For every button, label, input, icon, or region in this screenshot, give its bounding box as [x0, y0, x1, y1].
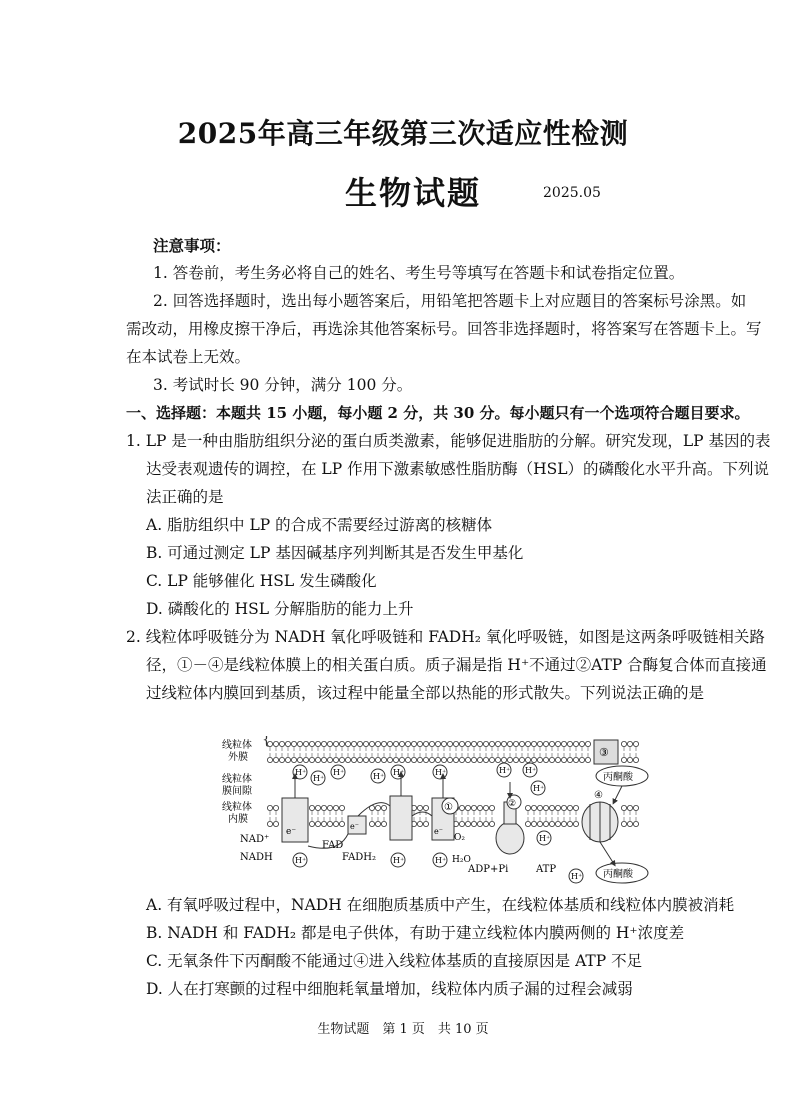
electron-label: e⁻ [286, 827, 297, 837]
question-stem: 过线粒体内膜回到基质，该过程中能量全部以热能的形式散失。下列说法正确的是 [146, 684, 705, 702]
nad-label: NAD⁺ [240, 834, 270, 845]
adp-label: ADP+Pi [468, 864, 509, 875]
proton-marker [391, 765, 405, 779]
option-a: A. 有氧呼吸过程中，NADH 在细胞质基质中产生，在线粒体基质和线粒体内膜被消耗 [146, 896, 735, 914]
svg-text:H⁺: H⁺ [435, 856, 447, 865]
proton-marker [531, 781, 545, 795]
option-c: C. 无氧条件下丙酮酸不能通过④进入线粒体基质的直接原因是 ATP 不足 [146, 952, 643, 970]
outer-membrane-label: 线粒体 [222, 740, 252, 751]
option-b: B. NADH 和 FADH₂ 都是电子供体，有助于建立线粒体内膜两侧的 H⁺浓度差 [146, 924, 685, 942]
proton-marker [391, 853, 405, 867]
pyruvate-label: 丙酮酸 [603, 869, 633, 880]
notice-item: 需改动，用橡皮擦干净后，再选涂其他答案标号。回答非选择题时，将答案写在答题卡上。写 [126, 320, 762, 338]
protein-2-label: ② [508, 799, 517, 809]
svg-text:H⁺: H⁺ [499, 766, 511, 775]
notice-item: 1. 答卷前，考生务必将自己的姓名、考生号等填写在答题卡和试卷指定位置。 [153, 264, 685, 282]
option-d: D. 磷酸化的 HSL 分解脂肪的能力上升 [146, 600, 414, 618]
intermembrane-label: 膜间隙 [222, 786, 252, 797]
nadh-label: NADH [240, 852, 273, 863]
notice-item: 在本试卷上无效。 [126, 348, 251, 366]
o2-label: O₂ [454, 833, 465, 843]
question-stem: 1. LP 是一种由脂肪组织分泌的蛋白质类激素，能够促进脂肪的分解。研究发现，LP 基因的表 [126, 432, 771, 450]
protein-1-label: ① [444, 802, 453, 813]
electron-label: e⁻ [350, 822, 359, 831]
protein-3-label: ③ [599, 746, 609, 759]
option-b: B. 可通过测定 LP 基因碱基序列判断其是否发生甲基化 [146, 544, 524, 562]
option-d: D. 人在打寒颤的过程中细胞耗氧量增加，线粒体内质子漏的过程会减弱 [146, 980, 633, 998]
svg-text:H⁺: H⁺ [295, 856, 307, 865]
option-c: C. LP 能够催化 HSL 发生磷酸化 [146, 572, 377, 590]
section-heading: 一、选择题：本题共 15 小题，每小题 2 分，共 30 分。每小题只有一个选项符合题目要求。 [126, 404, 750, 422]
inner-membrane-label: 线粒体 [222, 802, 252, 813]
svg-text:H⁺: H⁺ [313, 774, 325, 783]
protein-4-label: ④ [594, 790, 603, 801]
pyruvate-label: 丙酮酸 [603, 772, 633, 783]
atp-synthase [496, 822, 524, 854]
intermembrane-label: 线粒体 [222, 774, 252, 785]
proton-marker [537, 831, 551, 845]
proton-marker [433, 765, 447, 779]
svg-text:H⁺: H⁺ [333, 768, 345, 777]
exam-title: 2025年高三年级第三次适应性检测 [177, 117, 629, 150]
page-footer: 生物试题 第 1 页 共 10 页 [317, 1022, 489, 1037]
svg-text:H⁺: H⁺ [373, 772, 385, 781]
svg-text:H⁺: H⁺ [525, 766, 537, 775]
svg-text:H⁺: H⁺ [435, 768, 447, 777]
fadh2-label: FADH₂ [342, 852, 377, 863]
notice-item: 3. 考试时长 90 分钟，满分 100 分。 [153, 376, 413, 394]
proton-marker [311, 771, 325, 785]
svg-text:H⁺: H⁺ [393, 856, 405, 865]
question-stem: 法正确的是 [146, 488, 224, 506]
subject-title: 生物试题 [345, 174, 482, 212]
svg-text:H⁺: H⁺ [571, 872, 583, 881]
proton-marker [569, 869, 583, 883]
proton-marker [331, 765, 345, 779]
svg-text:{: { [262, 736, 271, 748]
proton-marker [497, 763, 511, 777]
question-stem: 2. 线粒体呼吸链分为 NADH 氧化呼吸链和 FADH₂ 氧化呼吸链，如图是这两条呼吸链相关路 [126, 628, 765, 646]
question-stem: 径，①－④是线粒体膜上的相关蛋白质。质子漏是指 H⁺不通过②ATP 合酶复合体而直接通 [146, 656, 767, 674]
exam-date: 2025.05 [543, 185, 601, 201]
outer-membrane-label: 外膜 [228, 752, 248, 763]
proton-marker [523, 763, 537, 777]
electron-label: e⁻ [434, 827, 443, 836]
proton-marker [433, 853, 447, 867]
proton-marker [293, 853, 307, 867]
notice-heading: 注意事项： [153, 236, 231, 255]
svg-text:H⁺: H⁺ [533, 784, 545, 793]
notice-item: 2. 回答选择题时，选出每小题答案后，用铅笔把答题卡上对应题目的答案标号涂黑。如 [153, 292, 747, 310]
proton-marker [371, 769, 385, 783]
question-stem: 达受表观遗传的调控，在 LP 作用下激素敏感性脂肪酶（HSL）的磷酸化水平升高。下列说 [146, 460, 770, 478]
option-a: A. 脂肪组织中 LP 的合成不需要经过游离的核糖体 [146, 516, 493, 534]
svg-text:H⁺: H⁺ [393, 768, 405, 777]
inner-membrane-label: 内膜 [228, 814, 248, 825]
fad-label: FAD [322, 840, 344, 851]
svg-text:H⁺: H⁺ [295, 768, 307, 777]
mitochondria-respiratory-chain-diagram [218, 736, 658, 886]
complex-protein [390, 796, 412, 840]
svg-text:H⁺: H⁺ [539, 834, 551, 843]
h2o-label: H₂O [452, 855, 471, 865]
atp-label: ATP [536, 864, 557, 875]
